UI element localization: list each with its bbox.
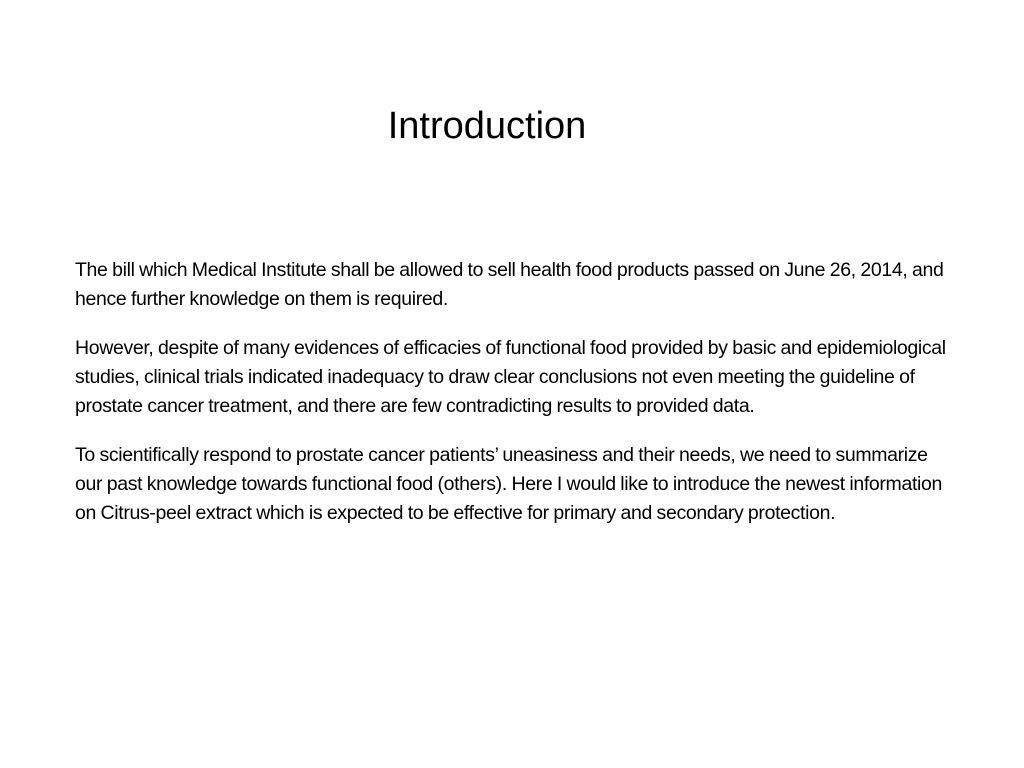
paragraph-purpose: To scientifically respond to prostate cancer patients’ uneasiness and their needs, we need to summarize our past knowledge towards functional food (others). Here I would like to introduce the newest information on Citrus-peel extract which is expected to be effective for primary and secondary protection. [75, 444, 942, 524]
slide-title: Introduction [387, 105, 587, 147]
slide-body [75, 256, 959, 548]
paragraph-bill: The bill which Medical Institute shall be allowed to sell health food products passed on June 26, 2014, and hence further knowledge on them is required. [75, 259, 944, 310]
paragraph-evidence: However, despite of many evidences of efficacies of functional food provided by basic and epidemiological studies, clinical trials indicated inadequacy to draw clear conclusions not even meeting the guideline of prostate cancer treatment, and there are few contradicting results to provided data. [75, 337, 946, 417]
